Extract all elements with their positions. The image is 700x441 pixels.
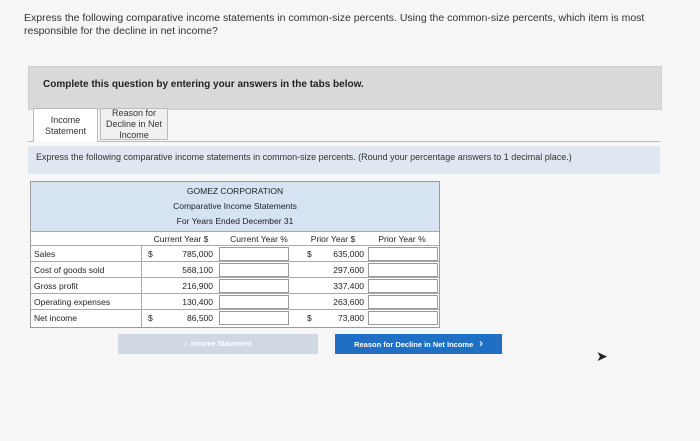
question-text: Express the following comparative income statements in common-size percents. Using the common-size percents, which item is most responsible for the decline in net income?: [24, 12, 645, 37]
prompt-text: Express the following comparative income statements in common-size percents. (Round your percentage answers to 1 decimal place.): [36, 152, 572, 162]
statement-title: Comparative Income Statements: [173, 201, 297, 211]
opex-prior-percent-input[interactable]: [368, 295, 438, 309]
dollar-sign: $: [148, 313, 153, 323]
mouse-cursor-icon: ➤: [596, 348, 608, 364]
opex-current-percent-input[interactable]: [219, 295, 289, 309]
col-header-current-dollar: Current Year $: [153, 234, 209, 244]
cogs-current-percent-input[interactable]: [219, 263, 289, 277]
sales-prior-percent-input[interactable]: [368, 247, 438, 261]
row-label-cogs: Cost of goods sold: [34, 265, 105, 275]
tab-reason-for-decline-label: Reason for Decline in Net Income: [105, 107, 163, 140]
divider: [31, 277, 439, 278]
col-header-prior-dollar: Prior Year $: [310, 234, 356, 244]
cogs-prior-value: 297,600: [333, 265, 364, 275]
row-label-net-income: Net income: [34, 313, 77, 323]
row-label-gross-profit: Gross profit: [34, 281, 78, 291]
cogs-prior-percent-input[interactable]: [368, 263, 438, 277]
next-tab-label: Reason for Decline in Net Income: [354, 339, 474, 349]
prev-tab-label: Income Statement: [191, 340, 252, 348]
divider: [31, 231, 439, 232]
sales-current-value: 785,000: [182, 249, 213, 259]
col-header-prior-percent: Prior Year %: [378, 234, 426, 244]
statement-period: For Years Ended December 31: [176, 216, 294, 226]
row-label-sales: Sales: [34, 249, 56, 259]
divider: [31, 261, 439, 262]
row-label-operating-expenses: Operating expenses: [34, 297, 111, 307]
next-tab-button[interactable]: [335, 334, 502, 354]
col-header-current-percent: Current Year %: [230, 234, 288, 244]
tab-reason-for-decline[interactable]: [100, 108, 168, 140]
opex-prior-value: 263,600: [333, 297, 364, 307]
income-statement-table: [30, 181, 440, 328]
gross-profit-prior-percent-input[interactable]: [368, 279, 438, 293]
net-income-current-value: 86,500: [187, 313, 213, 323]
divider: [31, 309, 439, 310]
dollar-sign: $: [307, 249, 312, 259]
divider: [141, 245, 142, 327]
gross-profit-current-percent-input[interactable]: [219, 279, 289, 293]
cogs-current-value: 568,100: [182, 265, 213, 275]
instruction-banner: [28, 66, 662, 110]
prompt-banner: [28, 146, 660, 174]
sales-current-percent-input[interactable]: [219, 247, 289, 261]
net-income-prior-value: 73,800: [338, 313, 364, 323]
gross-profit-current-value: 216,900: [182, 281, 213, 291]
tab-income-statement[interactable]: [33, 108, 98, 142]
gross-profit-prior-value: 337,400: [333, 281, 364, 291]
chevron-right-icon: ›: [479, 338, 483, 350]
dollar-sign: $: [148, 249, 153, 259]
divider: [31, 293, 439, 294]
net-income-prior-percent-input[interactable]: [368, 311, 438, 325]
company-name: GOMEZ CORPORATION: [186, 186, 284, 196]
sales-prior-value: 635,000: [333, 249, 364, 259]
chevron-left-icon: ‹: [184, 340, 188, 348]
dollar-sign: $: [307, 313, 312, 323]
tab-income-statement-label: Income Statement: [44, 114, 87, 136]
divider: [31, 245, 439, 246]
net-income-current-percent-input[interactable]: [219, 311, 289, 325]
opex-current-value: 130,400: [182, 297, 213, 307]
instruction-text: Complete this question by entering your answers in the tabs below.: [43, 79, 364, 90]
prev-tab-button[interactable]: [118, 334, 318, 354]
